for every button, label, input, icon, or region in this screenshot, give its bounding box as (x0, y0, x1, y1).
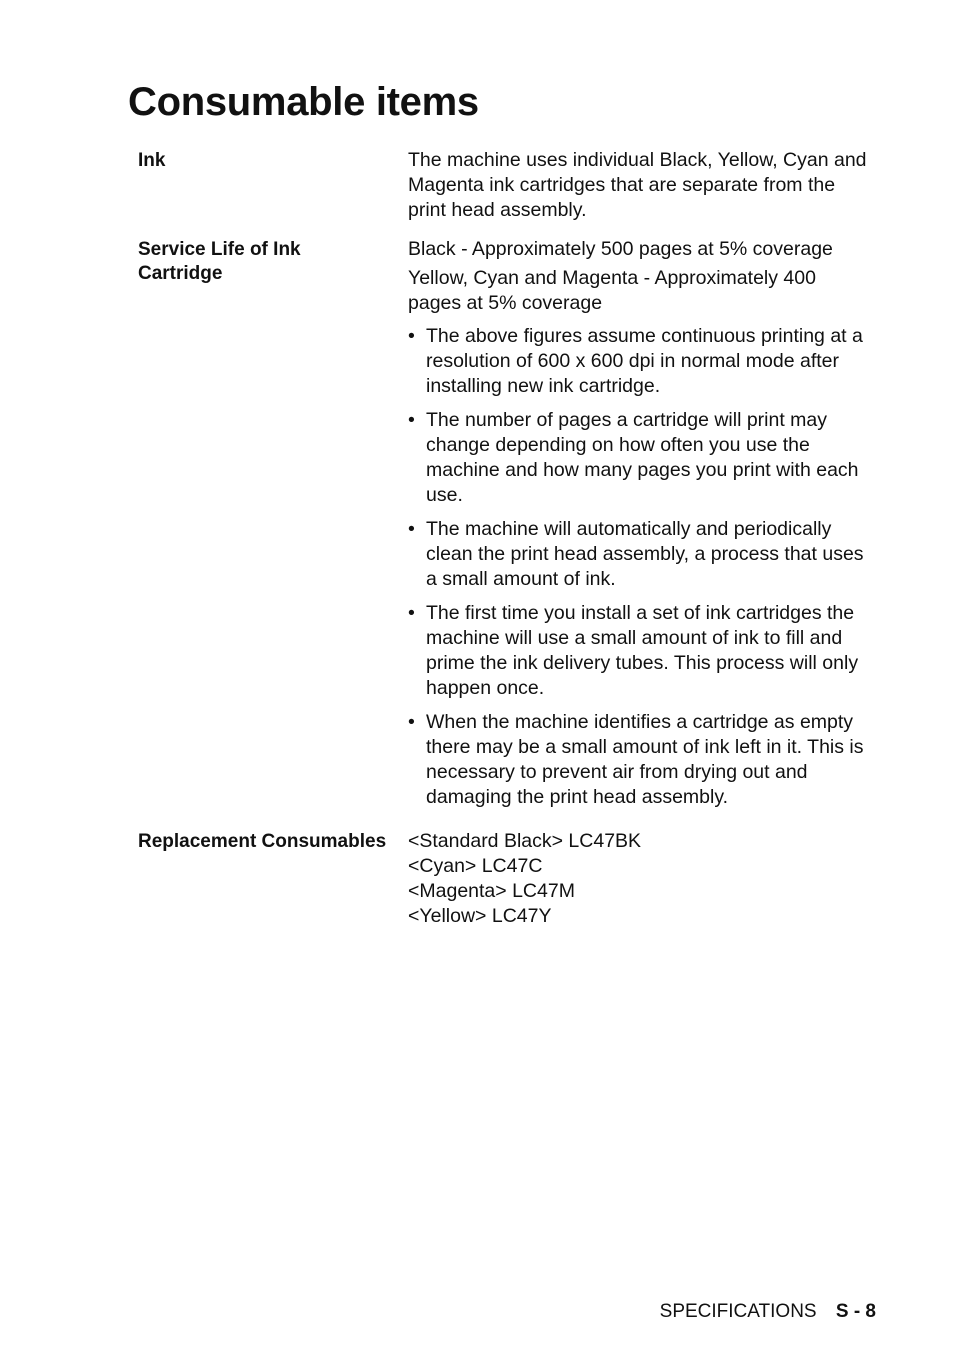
bullet-icon: • (408, 409, 415, 431)
list-item (408, 710, 868, 810)
spec-value-replacement (408, 829, 868, 929)
page-footer (660, 1300, 876, 1324)
list-item (408, 408, 868, 508)
footer-page-number: S - 8 (835, 1301, 876, 1322)
spec-label-ink: Ink (138, 150, 166, 171)
bullet-icon: • (408, 325, 415, 347)
spec-row-ink (138, 148, 868, 227)
spec-value-ink (408, 148, 868, 227)
service-life-color: Yellow, Cyan and Magenta - Approximately 400 pages at 5% coverage (408, 267, 816, 314)
bullet-text: The number of pages a cartridge will print may change depending on how often you use the machine and how many pages you print with each use. (426, 409, 859, 506)
bullet-text: The above figures assume continuous printing at a resolution of 600 x 600 dpi in normal mode after installing new ink cartridge. (426, 325, 863, 397)
replacement-item-magenta: <Magenta> LC47M (408, 880, 575, 902)
service-life-black: Black - Approximately 500 pages at 5% coverage (408, 238, 833, 260)
service-life-notes (408, 324, 868, 810)
list-item (408, 324, 868, 399)
list-item (408, 517, 868, 592)
bullet-text: The first time you install a set of ink cartridges the machine will use a small amount of ink to fill and prime the ink delivery tubes. This process will only happen once. (426, 602, 859, 699)
spec-row-replacement (138, 829, 868, 929)
spec-row-service-life (138, 237, 868, 819)
spec-label-service-life: Service Life of Ink Cartridge (138, 239, 301, 284)
ink-description: The machine uses individual Black, Yellow, Cyan and Magenta ink cartridges that are separate from the print head assembly. (408, 149, 867, 221)
replacement-item-cyan: <Cyan> LC47C (408, 855, 543, 877)
bullet-icon: • (408, 518, 415, 540)
spec-value-service-life (408, 237, 868, 819)
page-title: Consumable items (128, 80, 479, 124)
bullet-icon: • (408, 602, 415, 624)
spec-label-replacement: Replacement Consumables (138, 831, 387, 852)
replacement-item-black: <Standard Black> LC47BK (408, 830, 642, 852)
bullet-text: The machine will automatically and periodically clean the print head assembly, a process that uses a small amount of ink. (426, 518, 864, 590)
list-item (408, 601, 868, 701)
replacement-item-yellow: <Yellow> LC47Y (408, 905, 552, 927)
footer-section-name: SPECIFICATIONS (659, 1301, 817, 1322)
bullet-text: When the machine identifies a cartridge as empty there may be a small amount of ink left in it. This is necessary to prevent air from drying out and damaging the print head assembly. (426, 711, 864, 808)
spec-table (138, 148, 868, 939)
bullet-icon: • (408, 711, 415, 733)
